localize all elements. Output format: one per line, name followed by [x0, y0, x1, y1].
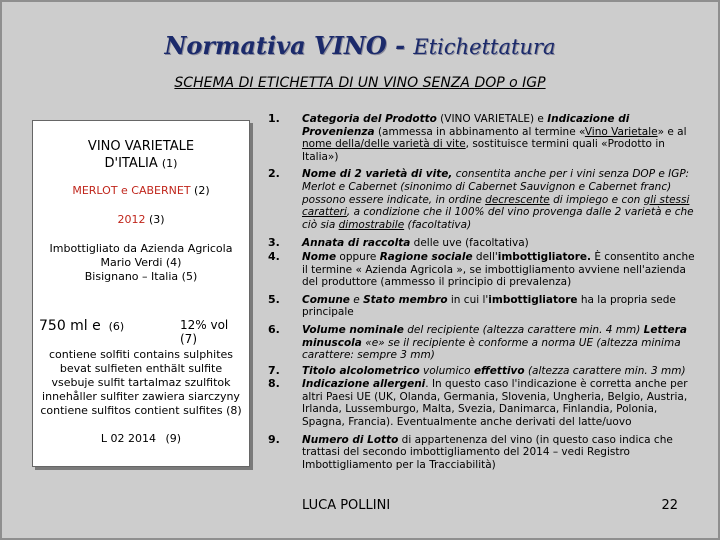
- item-text: del recipiente (altezza carattere min. 4 mm): [403, 323, 644, 336]
- label-allergen-line5: contiene sulfitos contient sulfites (8): [40, 404, 242, 417]
- item-text: (ammessa in abbinamento al termine «: [374, 125, 585, 138]
- list-item: [268, 434, 698, 472]
- item-number: 3.: [268, 236, 280, 250]
- label-name-line1: VINO VARIETALE: [87, 139, 195, 154]
- slide-subtitle: SCHEMA DI ETICHETTA DI UN VINO SENZA DOP o IGP: [174, 75, 546, 91]
- item-text: È consentito anche il termine « Azienda Agricola », se imbottigliamento avviene nell'azienda del produttore (ammesso il principio di prevalenza): [302, 250, 695, 289]
- label-bottler-line1: Imbottigliato da Azienda Agricola: [49, 242, 233, 255]
- title-main: Normativa VINO: [164, 31, 387, 60]
- label-variety: [33, 184, 249, 198]
- label-bottler: [33, 242, 249, 284]
- explanation-list: [268, 113, 698, 471]
- item-text: . In questo caso l'indicazione è corretta anche per altri Paesi UE (UK, Olanda, Germania, Slovenia, Ungheria, Belgio, Austria, Irlanda, Lussemburgo, Malta, Svezia, Danimarca, Finlandia, Polonia, Spagna, Francia). Eventualmente anche derivati del latte/uovo: [302, 378, 688, 429]
- title-sub: Etichettatura: [413, 35, 556, 59]
- list-item: [268, 168, 698, 231]
- item-text: «e» se il recipiente è conforme a norma UE (altezza minima carattere: sempre 3 mm): [302, 336, 681, 362]
- label-allergen-line3: vsebuje sulfit tartalmaz szulfitok: [51, 376, 231, 389]
- label-allergen-line4: innehåller sulfiter zawiera siarczyny: [42, 390, 240, 403]
- item-text: Comune: [302, 293, 350, 306]
- label-bottler-line3: Bisignano – Italia (5): [84, 270, 198, 283]
- label-variety-ref: (2): [194, 184, 210, 197]
- item-number: 9.: [268, 432, 280, 446]
- list-item: [268, 251, 698, 289]
- item-text: di appartenenza del vino (in questo caso indica che trattasi del secondo imbottigliamento del 2014 – vedi Registro Imbottigliamento per la Tracciabilità): [302, 433, 673, 471]
- item-text: , sostituisce termini quali «Prodotto in Italia»): [302, 138, 665, 163]
- item-text: Lettera minuscola: [302, 323, 687, 349]
- item-text: gli stessi caratteri: [302, 193, 690, 219]
- item-text: Nome di 2 varietà di vite,: [302, 168, 453, 181]
- item-text: di impiego e con: [549, 193, 644, 206]
- label-lot-ref: (9): [165, 432, 182, 445]
- label-volume: [39, 318, 124, 334]
- label-alcohol: 12% vol (7): [180, 318, 229, 346]
- item-text: imbottigliatore.: [497, 250, 591, 263]
- item-number: 8.: [268, 377, 280, 391]
- item-number: 6.: [268, 322, 280, 336]
- label-lot: [33, 432, 249, 446]
- label-lot-text: L 02 2014: [100, 432, 157, 445]
- list-item: [268, 113, 698, 163]
- item-text: (altezza carattere min. 3 mm): [524, 364, 686, 377]
- label-name-ref: (1): [161, 157, 178, 170]
- item-text: delle uve (facoltativa): [410, 237, 529, 250]
- item-text: dimostrabile: [338, 218, 405, 231]
- item-text: Numero di Lotto: [302, 433, 399, 446]
- item-text: e: [349, 293, 364, 306]
- page-number: 22: [661, 498, 678, 513]
- item-text: nome della/delle varietà di vite: [302, 138, 466, 151]
- footer-author: LUCA POLLINI: [302, 498, 391, 513]
- item-text: consentita anche per i vini senza DOP e IGP: Merlot e Cabernet (sinonimo di Cabernet Sauvignon e Cabernet franc) possono essere indicate, in ordine: [302, 168, 690, 206]
- slide-title: [2, 31, 718, 60]
- item-text: dell': [472, 250, 498, 263]
- label-name-line2: D'ITALIA: [104, 156, 158, 171]
- item-text: Indicazione allergeni: [302, 378, 426, 391]
- label-year-text: 2012: [117, 213, 146, 226]
- item-text: imbottigliatore: [488, 293, 578, 306]
- item-text: volumico: [419, 364, 474, 377]
- item-text: Indicazione di Provenienza: [302, 113, 630, 138]
- item-text: Vino Varietale: [584, 125, 658, 138]
- list-item: [268, 237, 698, 250]
- item-text: Titolo alcolometrico: [302, 364, 420, 377]
- label-year: [33, 213, 249, 227]
- label-allergen-line2: bevat sulfieten enthält sulfite: [59, 362, 223, 375]
- label-volume-ref: (6): [108, 320, 125, 333]
- wine-label-example: [32, 120, 250, 467]
- item-text: ha la propria sede principale: [302, 293, 676, 319]
- item-text: oppure: [336, 250, 380, 263]
- title-separator: -: [386, 31, 414, 60]
- list-item: [268, 324, 698, 362]
- item-text: (VINO VARIETALE) e: [436, 113, 548, 125]
- label-wine-name: [33, 138, 249, 172]
- label-volume-text: 750 ml e: [39, 318, 101, 334]
- item-text: Ragione sociale: [379, 250, 473, 263]
- item-number: 4.: [268, 249, 280, 263]
- item-text: , a condizione che il 100% del vino provenga dalle 2 varietà e che ciò sia: [302, 206, 694, 231]
- item-text: decrescente: [485, 193, 550, 206]
- list-item: [268, 365, 698, 378]
- item-number: 2.: [268, 167, 280, 181]
- label-allergen-line1: contiene solfiti contains sulphites: [48, 348, 234, 361]
- item-text: Categoria del Prodotto: [302, 113, 437, 125]
- label-variety-text: MERLOT e CABERNET: [72, 184, 191, 197]
- list-item: [268, 294, 698, 319]
- item-number: 5.: [268, 292, 280, 306]
- item-text: Nome: [302, 250, 337, 263]
- item-text: » e al: [657, 125, 687, 138]
- item-text: effettivo: [473, 364, 525, 377]
- label-bottler-line2: Mario Verdi (4): [100, 256, 182, 269]
- item-number: 7.: [268, 363, 280, 377]
- item-text: in cui l': [447, 293, 489, 306]
- list-item: [268, 378, 698, 428]
- label-year-ref: (3): [148, 213, 165, 226]
- item-text: Annata di raccolta: [302, 237, 411, 250]
- item-number: 1.: [268, 112, 280, 125]
- item-text: Volume nominale: [302, 323, 404, 336]
- item-text: Stato membro: [363, 293, 448, 306]
- item-text: (facoltativa): [404, 218, 472, 231]
- label-allergens: [33, 348, 249, 418]
